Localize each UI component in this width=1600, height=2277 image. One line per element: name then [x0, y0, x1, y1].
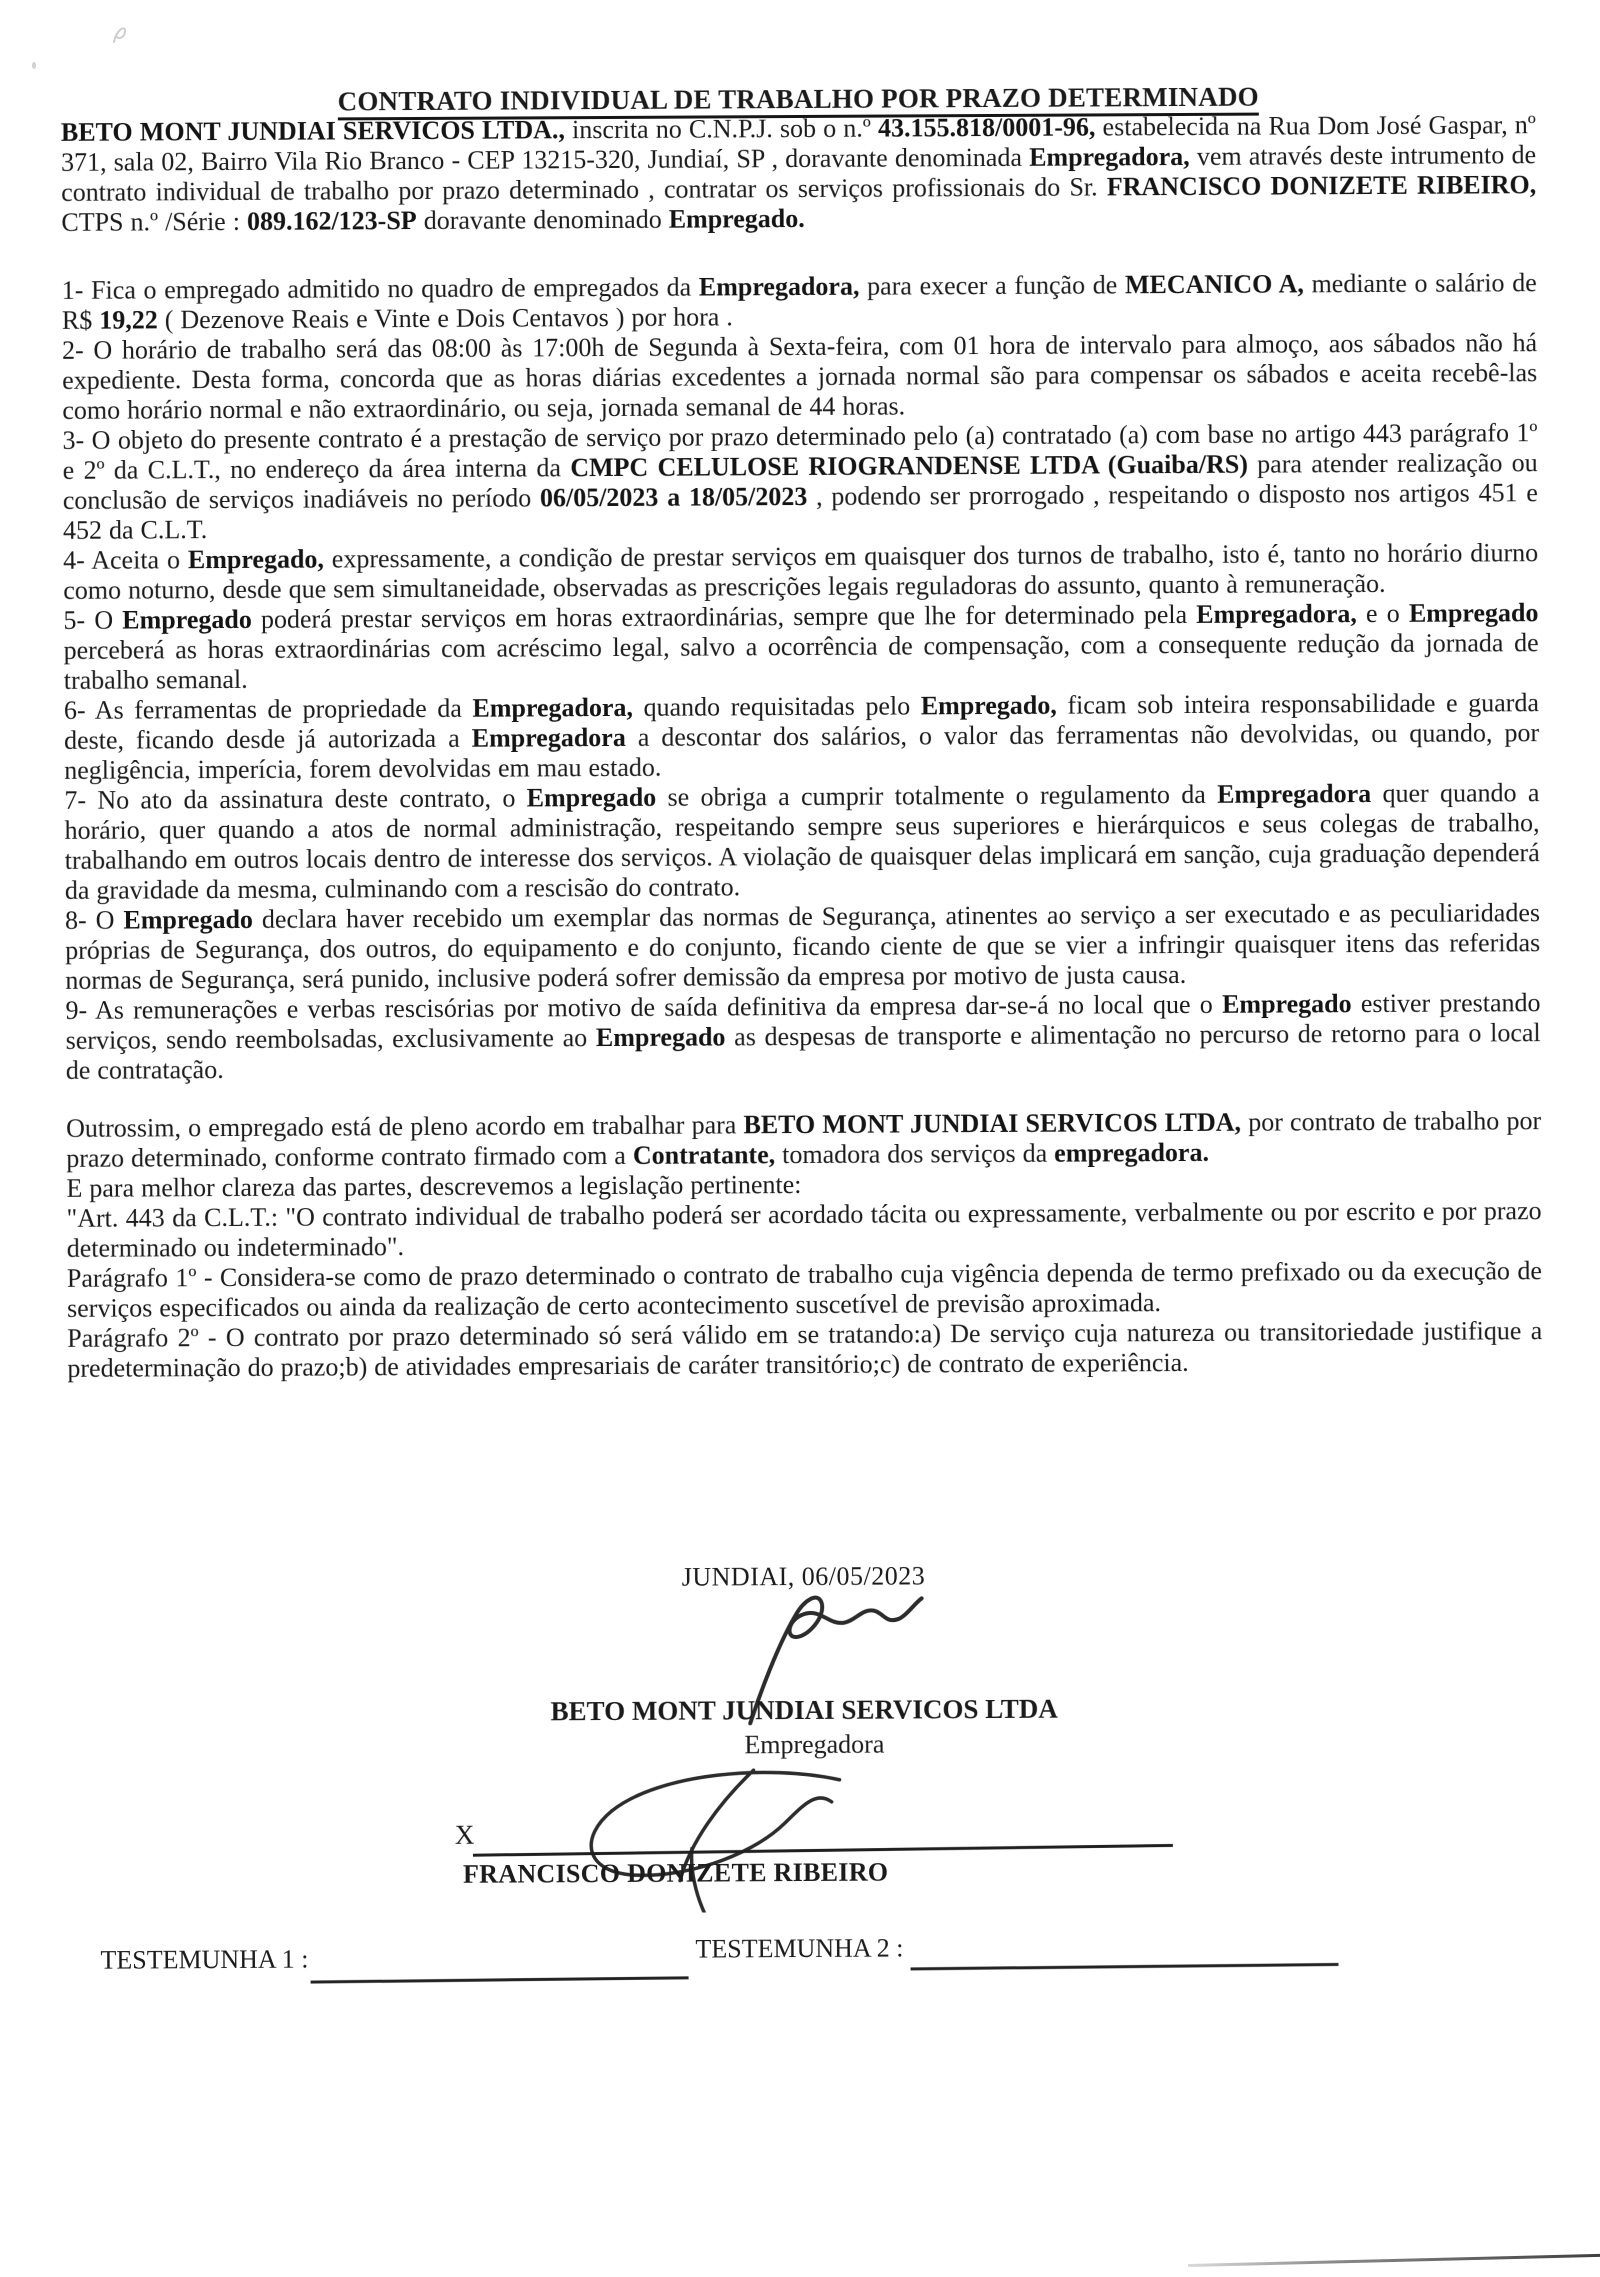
- clause-6: 6- As ferramentas de propriedade da Empregadora, quando requisitadas pelo Empregado, ficam sob inteira responsabilidade e guarda deste, ficando desde já autorizada a Empregadora a descontar dos salários, o valor das ferramentas não devolvidas, ou quando, por negligência, imperícia, forem devolvidas em mau estado.: [63, 688, 1540, 785]
- scan-smudge-icon: [110, 22, 132, 46]
- closing-section: [66, 1106, 1542, 1384]
- closing-paragrafo-2: Parágrafo 2º - O contrato por prazo determinado só será válido em se tratando:a) De serviço cuja natureza ou transitoriedade justifique a predeterminação do prazo;b) de atividades empresariais de caráter transitório;c) de contrato de experiência.: [67, 1316, 1543, 1383]
- employee-name: FRANCISCO DONIZETE RIBEIRO: [462, 1857, 889, 1889]
- clause-2: 2- O horário de trabalho será das 08:00 às 17:00h de Segunda à Sexta-feira, com 01 hora de intervalo para almoço, aos sábados não há expediente. Desta forma, concorda que as horas diárias excedentes a jornada normal são para compensar os sábados e aceita recebê-las como horário normal e não extraordinário, ou seja, jornada semanal de 44 horas.: [61, 328, 1538, 425]
- employer-role: Empregadora: [744, 1729, 885, 1760]
- clause-3: 3- O objeto do presente contrato é a prestação de serviço por prazo determinado pelo (a) contratado (a) com base no artigo 443 parágrafo 1º e 2º da C.L.T., no endereço da área interna da CMPC CELULOSE RIOGRANDENSE LTDA (Guaiba/RS) para atender realização ou conclusão de serviços inadiáveis no período 06/05/2023 a 18/05/2023 , podendo ser prorrogado , respeitando o disposto nos artigos 451 e 452 da C.L.T.: [62, 418, 1538, 545]
- witness2-label: TESTEMUNHA 2 :: [695, 1933, 904, 1964]
- intro-paragraph: BETO MONT JUNDIAI SERVICOS LTDA., inscrita no C.N.P.J. sob o n.º 43.155.818/0001-96, estabelecida na Rua Dom José Gaspar, nº 371, sala 02, Bairro Vila Rio Branco - CEP 13215-320, Jundiaí, SP , doravante denominada Empregadora, vem através deste intrumento de contrato individual de trabalho por prazo determinado , contratar os serviços profissionais do Sr. FRANCISCO DONIZETE RIBEIRO, CTPS n.º /Série : 089.162/123-SP doravante denominado Empregado.: [60, 110, 1537, 237]
- closing-art-443: "Art. 443 da C.L.T.: "O contrato individual de trabalho poderá ser acordado tácita ou expressamente, verbalmente ou por escrito e por prazo determinado ou indeterminado".: [66, 1196, 1542, 1263]
- scan-speck: [32, 62, 36, 69]
- date-line: JUNDIAI, 06/05/2023: [681, 1561, 926, 1592]
- clause-5: 5- O Empregado poderá prestar serviços em horas extraordinárias, sempre que lhe for determinado pela Empregadora, e o Empregado perceberá as horas extraordinárias com acréscimo legal, salvo a ocorrência de compensação, com a consequente redução da jornada de trabalho semanal.: [63, 598, 1539, 695]
- employee-signature: [539, 1762, 870, 1914]
- employee-sign-x: X: [454, 1819, 475, 1850]
- clause-1: 1- Fica o empregado admitido no quadro de empregados da Empregadora, para execer a função de MECANICO A, mediante o salário de R$ 19,22 ( Dezenove Reais e Vinte e Dois Centavos ) por hora .: [61, 268, 1537, 335]
- closing-paragrafo-1: Parágrafo 1º - Considera-se como de prazo determinado o contrato de trabalho cuja vigência dependa de termo prefixado ou da execução de serviços especificados ou ainda da realização de certo acontecimento suscetível de previsão aproximada.: [66, 1256, 1542, 1323]
- clauses-section: [62, 268, 1541, 1086]
- clause-8: 8- O Empregado declara haver recebido um exemplar das normas de Segurança, atinentes ao serviço a ser executado e as peculiaridades próprias de Segurança, dos outros, do equipamento e do conjunto, ficando ciente de que se vier a infringir quaisquer itens das referidas normas de Segurança, será punido, inclusive poderá sofrer demissão da empresa por motivo de justa causa.: [64, 898, 1541, 995]
- closing-outrossim: Outrossim, o empregado está de pleno acordo em trabalhar para BETO MONT JUNDIAI SERVICOS LTDA, por contrato de trabalho por prazo determinado, conforme contrato firmado com a Contratante, tomadora dos serviços da empregadora.: [66, 1106, 1542, 1173]
- closing-legislation-intro: E para melhor clareza das partes, descrevemos a legislação pertinente:: [66, 1169, 802, 1203]
- clause-4: 4- Aceita o Empregado, expressamente, a condição de prestar serviços em quaisquer dos turnos de trabalho, isto é, tanto no horário diurno como noturno, desde que sem simultaneidade, observadas as prescrições legais reguladoras do assunto, quanto à remuneração.: [63, 538, 1539, 605]
- document-title-text: CONTRATO INDIVIDUAL DE TRABALHO POR PRAZO DETERMINADO: [338, 82, 1259, 121]
- witness1-label: TESTEMUNHA 1 :: [100, 1944, 309, 1975]
- clause-7: 7- No ato da assinatura deste contrato, o Empregado se obriga a cumprir totalmente o regulamento da Empregadora quer quando a horário, quer quando a atos de normal administração, respeitando sempre seus superiores e hierárquicos e seus colegas de trabalho, trabalhando em outros locais dentro de interesse dos serviços. A violação de quaisquer delas implicará em sanção, cuja graduação dependerá da gravidade da mesma, culminando com a rescisão do contrato.: [64, 778, 1540, 905]
- clause-9: 9- As remunerações e verbas rescisórias por motivo de saída definitiva da empresa dar-se-á no local que o Empregado estiver prestando serviços, sendo reembolsadas, exclusivamente ao Empregado as despesas de transporte e alimentação no percurso de retorno para o local de contratação.: [65, 988, 1541, 1085]
- witness2-line: [911, 1963, 1339, 1970]
- witness1-line: [311, 1976, 689, 1983]
- signature-section: [3, 1486, 1600, 2277]
- employer-name: BETO MONT JUNDIAI SERVICOS LTDA: [550, 1693, 1058, 1727]
